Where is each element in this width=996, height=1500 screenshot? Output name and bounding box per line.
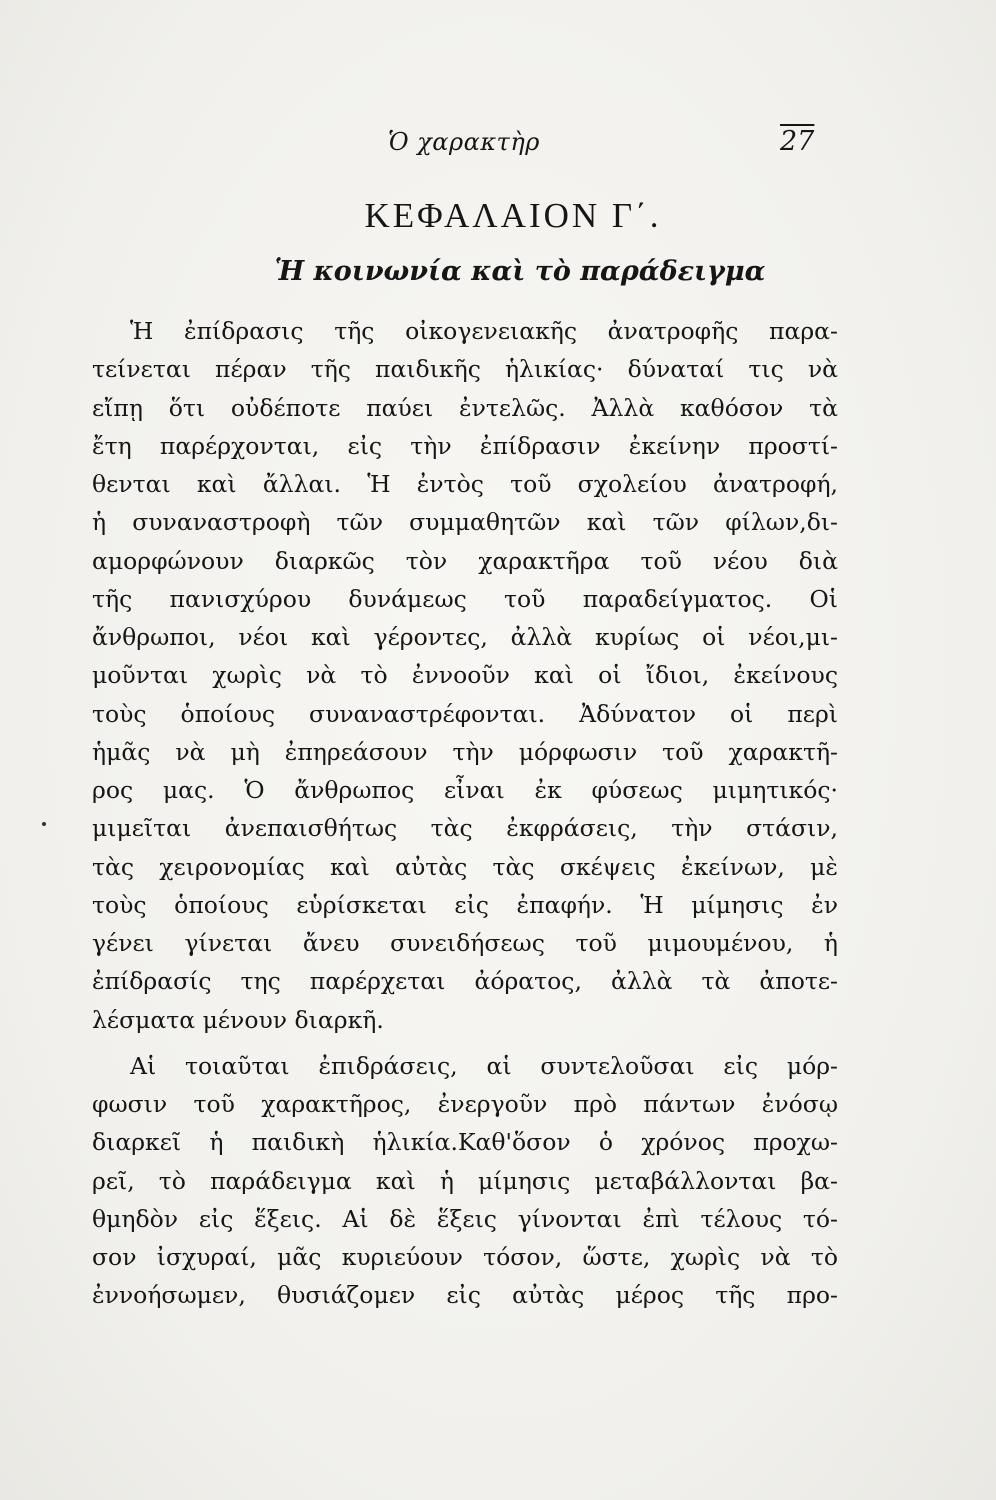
running-head xyxy=(0,128,996,168)
text-line: ἔτη παρέρχονται, εἰς τὴν ἐπίδρασιν ἐκείνην προστί- xyxy=(92,431,838,460)
text-line: διαρκεῖ ἡ παιδικὴ ἡλικία.Καθ'ὅσον ὁ χρόνος προχω- xyxy=(92,1128,838,1157)
paragraph-1 xyxy=(92,312,838,1039)
paragraph-2 xyxy=(92,1047,838,1315)
text-line: ἐπίδρασίς της παρέρχεται ἀόρατος, ἀλλὰ τὰ ἀποτε- xyxy=(92,967,838,996)
margin-mark xyxy=(42,822,46,826)
text-line: γένει γίνεται ἄνευ συνειδήσεως τοῦ μιμουμένου, ἡ xyxy=(92,929,838,957)
paragraph-gap xyxy=(92,1039,838,1047)
text-line: ρος μας. Ὁ ἄνθρωπος εἶναι ἐκ φύσεως μιμητικός· xyxy=(92,776,838,804)
text-line: τῆς πανισχύρου δυνάμεως τοῦ παραδείγματος. Οἱ xyxy=(92,584,838,613)
body-text xyxy=(92,312,838,1315)
text-line: ρεῖ, τὸ παράδειγμα καὶ ἡ μίμησις μεταβάλλονται βα- xyxy=(92,1166,838,1195)
running-title: Ὁ χαρακτὴρ xyxy=(388,128,540,156)
text-line: ἡ συναναστροφὴ τῶν συμμαθητῶν καὶ τῶν φίλων,δι- xyxy=(92,508,838,537)
text-line: αμορφώνουν διαρκῶς τὸν χαρακτῆρα τοῦ νέου διὰ xyxy=(92,546,838,575)
text-line: τοὺς ὁποίους εὑρίσκεται εἰς ἐπαφήν. Ἡ μίμησις ἐν xyxy=(92,890,838,919)
text-line: θενται καὶ ἄλλαι. Ἡ ἐντὸς τοῦ σχολείου ἀνατροφή, xyxy=(92,470,838,498)
page-number: 27 xyxy=(780,126,815,157)
chapter-title: ΚΕΦΑΛΑΙΟΝ Γ΄. xyxy=(364,196,662,235)
chapter-subtitle: Ἡ κοινωνία καὶ τὸ παράδειγμα xyxy=(274,256,766,287)
text-line: τείνεται πέραν τῆς παιδικῆς ἡλικίας· δύναταί τις νὰ xyxy=(92,355,838,384)
text-line: σον ἰσχυραί, μᾶς κυριεύουν τόσον, ὥστε, χωρὶς νὰ τὸ xyxy=(92,1243,838,1271)
text-line: Αἱ τοιαῦται ἐπιδράσεις, αἱ συντελοῦσαι εἰς μόρ- xyxy=(130,1051,838,1080)
text-line: ἐννοήσωμεν, θυσιάζομεν εἰς αὐτὰς μέρος τῆς προ- xyxy=(92,1281,838,1310)
text-line: θμηδὸν εἰς ἕξεις. Αἱ δὲ ἕξεις γίνονται ἐπὶ τέλους τό- xyxy=(92,1204,838,1233)
text-line: μιμεῖται ἀνεπαισθήτως τὰς ἐκφράσεις, τὴν στάσιν, xyxy=(92,814,838,843)
text-line: εἴπῃ ὅτι οὐδέποτε παύει ἐντελῶς. Ἀλλὰ καθόσον τὰ xyxy=(92,393,838,422)
text-line: ἄνθρωποι, νέοι καὶ γέροντες, ἀλλὰ κυρίως οἱ νέοι,μι- xyxy=(92,623,838,651)
text-line: Ἡ ἐπίδρασις τῆς οἰκογενειακῆς ἀνατροφῆς παρα- xyxy=(130,317,838,345)
text-line: τοὺς ὁποίους συναναστρέφονται. Ἀδύνατον οἱ περὶ xyxy=(92,699,838,728)
text-line: μοῦνται χωρὶς νὰ τὸ ἐννοοῦν καὶ οἱ ἴδιοι, ἐκείνους xyxy=(92,661,838,690)
text-line: ἡμᾶς νὰ μὴ ἐπηρεάσουν τὴν μόρφωσιν τοῦ χαρακτῆ- xyxy=(92,737,838,766)
text-line: λέσματα μένουν διαρκῆ. xyxy=(92,1005,384,1034)
text-line: φωσιν τοῦ χαρακτῆρος, ἐνεργοῦν πρὸ πάντων ἐνόσῳ xyxy=(92,1090,838,1118)
text-line: τὰς χειρονομίας καὶ αὐτὰς τὰς σκέψεις ἐκείνων, μὲ xyxy=(92,852,838,881)
